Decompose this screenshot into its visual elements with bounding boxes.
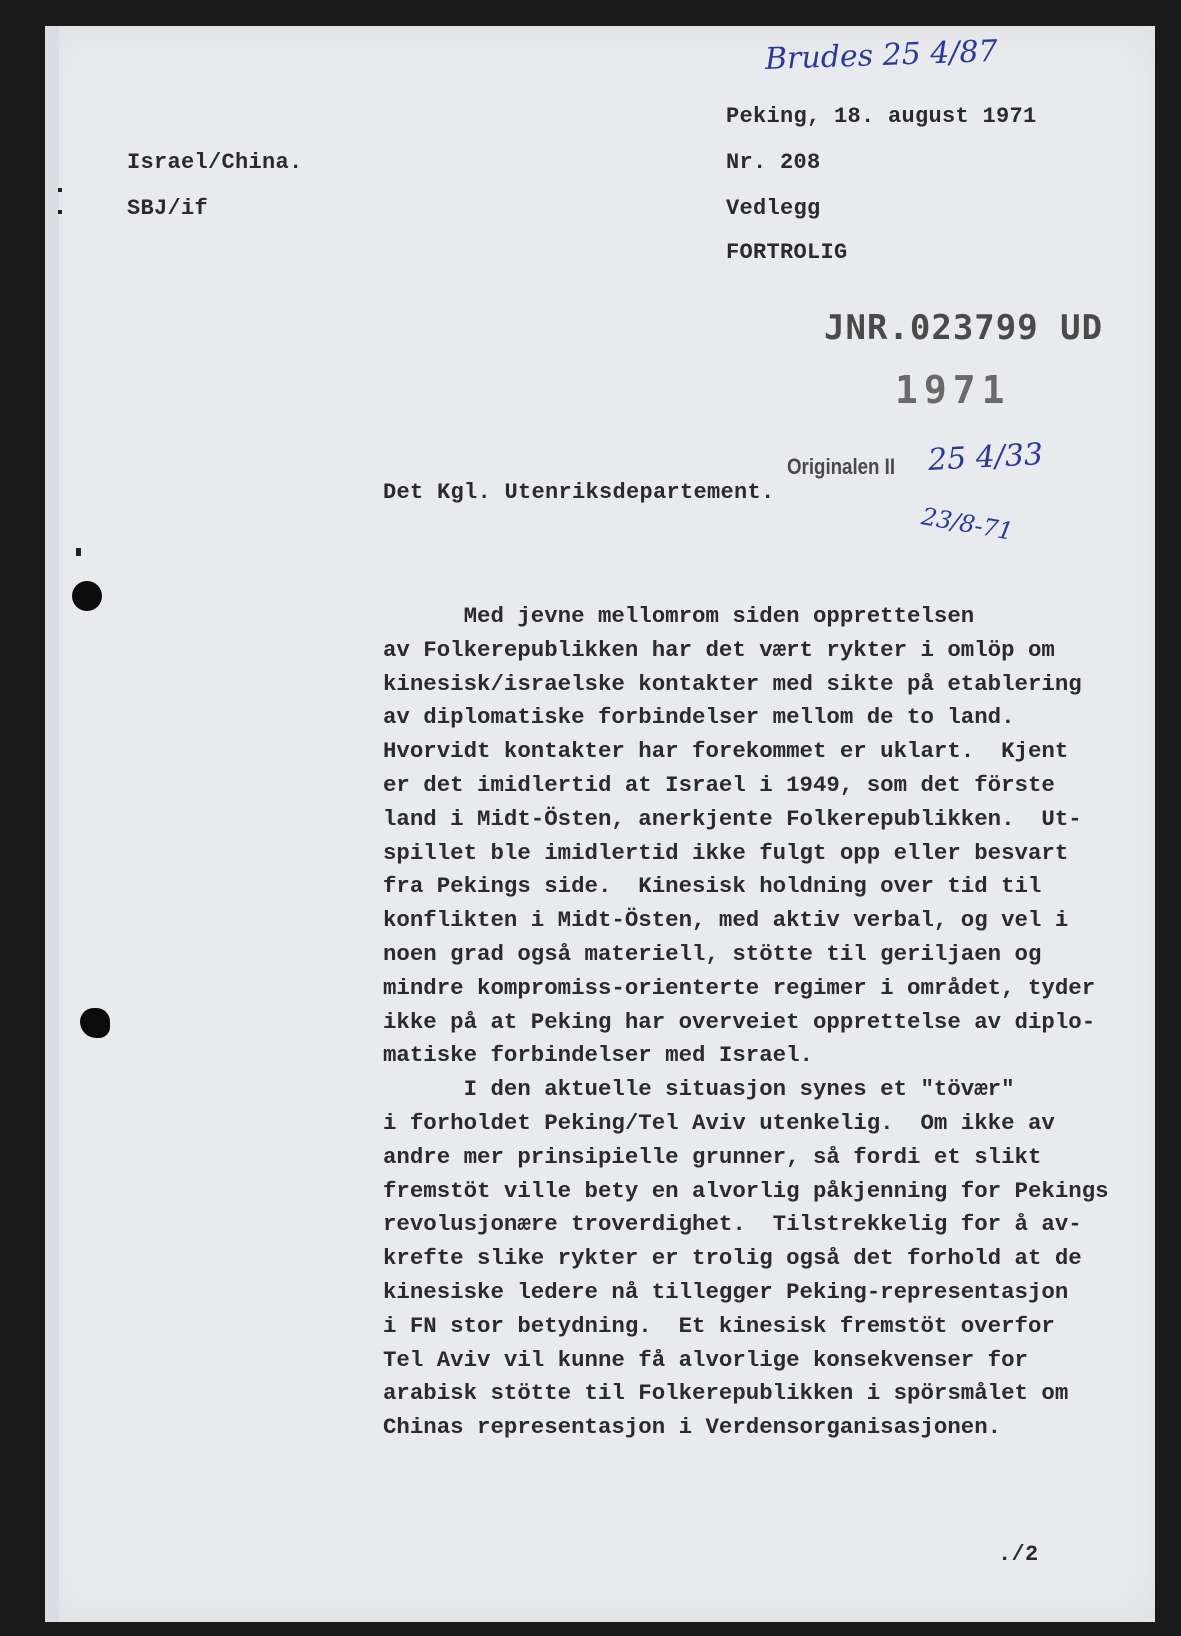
page-edge [45, 26, 59, 1622]
body-line: krefte slike rykter er trolig også det forhold at de [383, 1245, 1082, 1272]
body-line: i forholdet Peking/Tel Aviv utenkelig. Om ikke av [383, 1110, 1055, 1136]
body-line: fra Pekings side. Kinesisk holdning over tid til [383, 873, 1042, 900]
body-line: kinesiske ledere nå tillegger Peking-representasjon [383, 1279, 1069, 1305]
body-line: spillet ble imidlertid ikke fulgt opp eller besvart [383, 839, 1069, 866]
body-line: kinesisk/israelske kontakter med sikte på etablering [383, 670, 1082, 697]
body-line: I den aktuelle situasjon synes et "tövær" [383, 1076, 1015, 1103]
punch-hole-bottom [80, 1008, 110, 1038]
initials: SBJ/if [127, 196, 209, 221]
body-line: revolusjonære troverdighet. Tilstrekkelig for å av- [383, 1211, 1082, 1238]
journal-number-stamp: JNR.023799 UD [824, 308, 1104, 348]
attachment-label: Vedlegg [726, 196, 821, 221]
body-line: andre mer prinsipielle grunner, så fordi et slikt [383, 1143, 1042, 1170]
subject-line: Israel/China. [127, 150, 303, 175]
body-line: fremstöt ville bety en alvorlig påkjenning for Pekings [383, 1177, 1109, 1204]
body-line: Chinas representasjon i Verdensorganisasjonen. [383, 1414, 1002, 1441]
body-line: land i Midt-Östen, anerkjente Folkerepublikken. Ut- [383, 805, 1082, 832]
margin-mark [58, 188, 62, 192]
margin-mark [58, 210, 62, 214]
classification-label: FORTROLIG [726, 240, 848, 265]
body-line: matiske forbindelser med Israel. [383, 1042, 813, 1069]
body-line: av diplomatiske forbindelser mellom de to land. [383, 704, 1015, 731]
body-line: noen grad også materiell, stötte til geriljaen og [383, 941, 1042, 967]
body-line: mindre kompromiss-orienterte regimer i området, tyder [383, 974, 1096, 1001]
body-line: Med jevne mellomrom siden opprettelsen [383, 603, 975, 629]
body-line: arabisk stötte til Folkerepublikken i spörsmålet om [383, 1380, 1069, 1407]
handwritten-archive-note: Brudes 25 4/87 [764, 33, 999, 78]
body-line: Hvorvidt kontakter har forekommet er uklart. Kjent [383, 738, 1069, 765]
recipient-line: Det Kgl. Utenriksdepartement. [383, 480, 775, 505]
body-line: Tel Aviv vil kunne få alvorlige konsekvenser for [383, 1346, 1028, 1373]
punch-hole-top [72, 581, 102, 611]
body-line: konflikten i Midt-Östen, med aktiv verbal, og vel i [383, 907, 1069, 934]
body-line: ikke på at Peking har overveiet opprettelse av diplo- [383, 1008, 1096, 1035]
body-line: i FN stor betydning. Et kinesisk fremstöt overfor [383, 1312, 1055, 1339]
originalen-stamp: Originalen II [787, 454, 896, 479]
handwritten-originalen-reference: 25 4/33 [927, 437, 1044, 478]
body-line: av Folkerepublikken har det vært rykter i omlöp om [383, 636, 1055, 663]
year-stamp: 1971 [895, 368, 1011, 412]
body-line: er det imidlertid at Israel i 1949, som det förste [383, 772, 1055, 798]
page-continuation-marker: ./2 [998, 1542, 1039, 1567]
margin-mark [76, 548, 81, 556]
place-date: Peking, 18. august 1971 [726, 104, 1037, 129]
handwritten-date-note: 23/8-71 [919, 502, 1016, 546]
reference-number: Nr. 208 [726, 150, 821, 175]
